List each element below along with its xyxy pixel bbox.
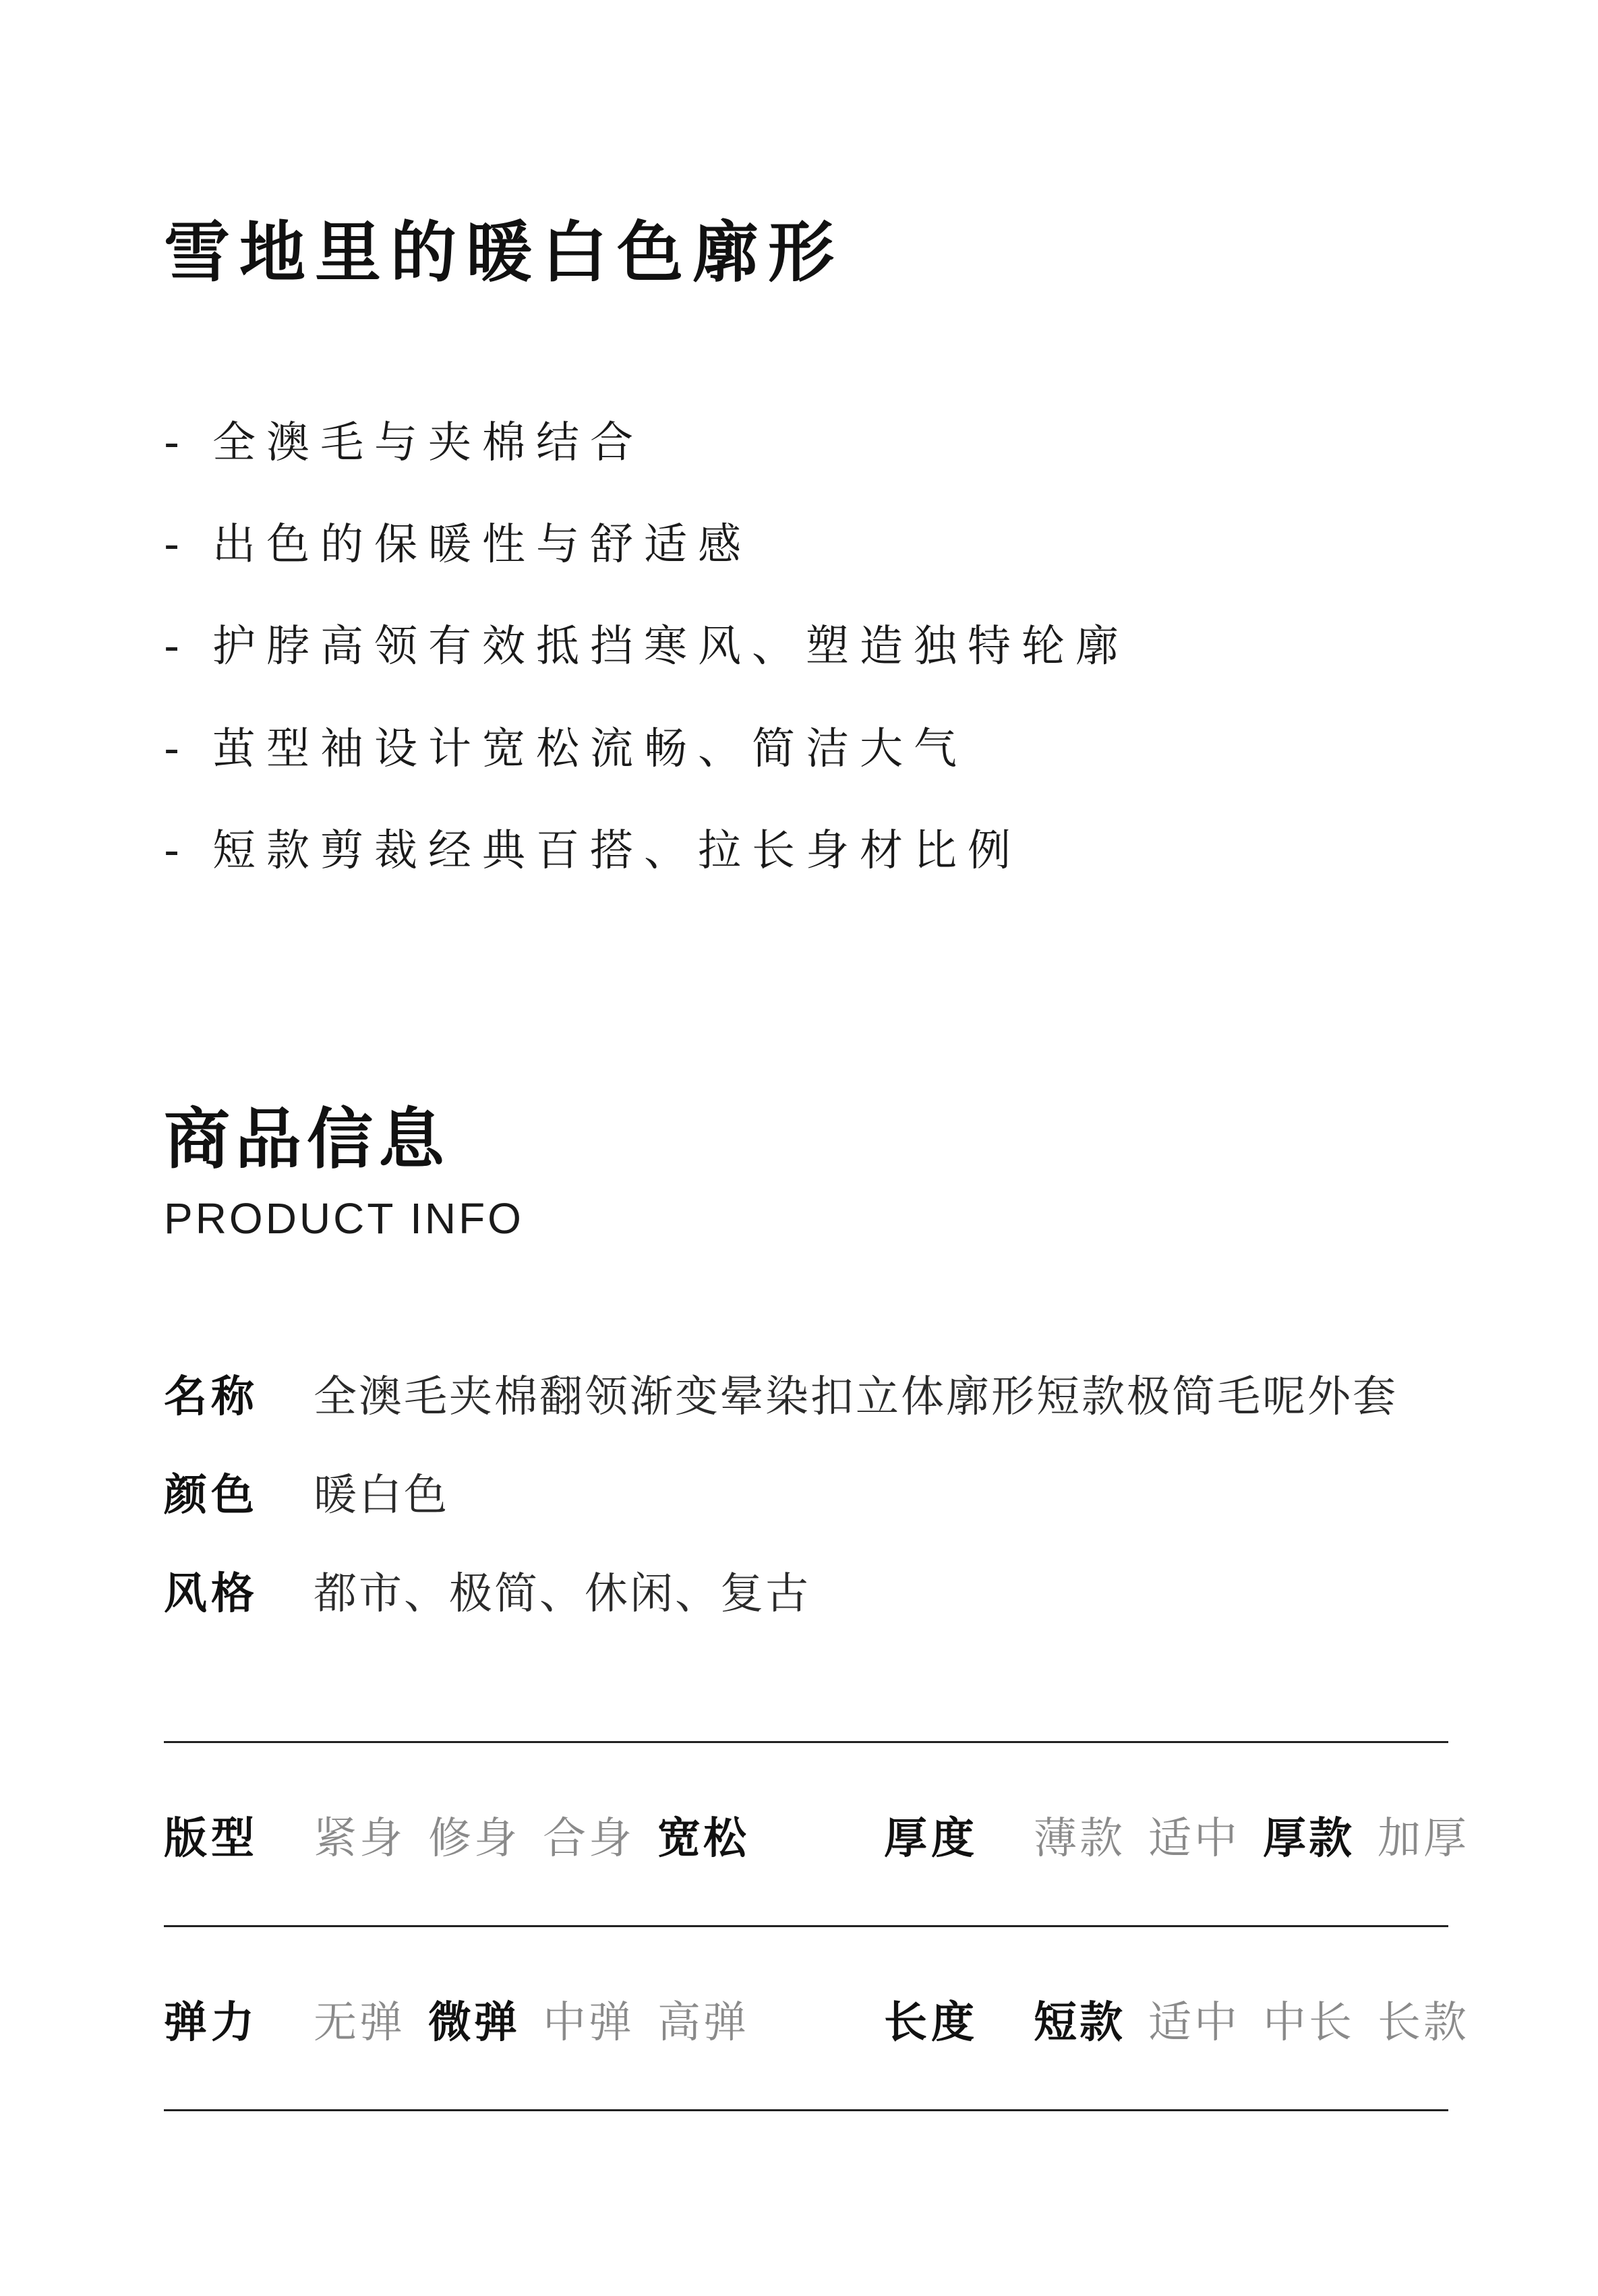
feature-text: 茧型袖设计宽松流畅、简洁大气 bbox=[212, 724, 968, 774]
info-label: 名称 bbox=[164, 1372, 258, 1422]
spec-option: 适中 bbox=[1148, 1814, 1240, 1864]
spec-fit bbox=[164, 1802, 749, 1876]
spec-option-selected: 微弹 bbox=[428, 1998, 520, 2048]
spec-row bbox=[164, 1802, 1469, 1876]
info-value: 都市、极简、休闲、复古 bbox=[314, 1569, 810, 1619]
spec-length bbox=[884, 1986, 1469, 2060]
spec-thickness bbox=[884, 1802, 1469, 1876]
feature-text: 全澳毛与夹棉结合 bbox=[212, 418, 644, 468]
bullet-dash: - bbox=[164, 826, 191, 876]
info-label: 风格 bbox=[164, 1569, 258, 1619]
spec-option-selected: 宽松 bbox=[657, 1814, 749, 1864]
spec-option: 薄款 bbox=[1034, 1814, 1125, 1864]
bullet-dash: - bbox=[164, 622, 191, 672]
info-subtitle: PRODUCT INFO bbox=[164, 1194, 524, 1243]
spec-label: 厚度 bbox=[884, 1814, 978, 1864]
spec-label: 长度 bbox=[884, 1998, 978, 2048]
feature-text: 护脖高领有效抵挡寒风、塑造独特轮廓 bbox=[212, 622, 1129, 672]
spec-option: 中长 bbox=[1263, 1998, 1355, 2048]
spec-option: 紧身 bbox=[314, 1814, 405, 1864]
spec-option-selected: 短款 bbox=[1034, 1998, 1125, 2048]
spec-option: 适中 bbox=[1148, 1998, 1240, 2048]
feature-text: 短款剪裁经典百搭、拉长身材比例 bbox=[212, 826, 1022, 876]
feature-item bbox=[164, 719, 968, 779]
feature-text: 出色的保暖性与舒适感 bbox=[212, 520, 752, 570]
spec-option: 高弹 bbox=[657, 1998, 749, 2048]
spec-label: 版型 bbox=[164, 1814, 258, 1864]
info-row-color bbox=[164, 1465, 449, 1526]
bullet-dash: - bbox=[164, 418, 191, 468]
spec-option: 加厚 bbox=[1378, 1814, 1469, 1864]
feature-item bbox=[164, 616, 1129, 677]
spec-row bbox=[164, 1986, 1469, 2060]
feature-item bbox=[164, 413, 644, 473]
info-title: 商品信息 bbox=[164, 1101, 450, 1178]
feature-item bbox=[164, 821, 1022, 881]
info-label: 颜色 bbox=[164, 1471, 258, 1521]
spec-option: 长款 bbox=[1378, 1998, 1469, 2048]
feature-item bbox=[164, 514, 752, 575]
divider-top bbox=[164, 1741, 1448, 1743]
spec-elasticity bbox=[164, 1986, 749, 2060]
spec-option: 无弹 bbox=[314, 1998, 405, 2048]
spec-option: 修身 bbox=[428, 1814, 520, 1864]
intro-title: 雪地里的暖白色廓形 bbox=[164, 214, 844, 291]
divider-middle bbox=[164, 1925, 1448, 1927]
info-value: 全澳毛夹棉翻领渐变晕染扣立体廓形短款极简毛呢外套 bbox=[314, 1372, 1398, 1422]
bullet-dash: - bbox=[164, 724, 191, 774]
spec-option-selected: 厚款 bbox=[1263, 1814, 1355, 1864]
info-value: 暖白色 bbox=[314, 1471, 449, 1521]
spec-label: 弹力 bbox=[164, 1998, 258, 2048]
divider-bottom bbox=[164, 2109, 1448, 2111]
info-row-style bbox=[164, 1564, 810, 1624]
spec-option: 中弹 bbox=[543, 1998, 634, 2048]
info-row-name bbox=[164, 1367, 1398, 1427]
bullet-dash: - bbox=[164, 520, 191, 570]
spec-option: 合身 bbox=[543, 1814, 634, 1864]
